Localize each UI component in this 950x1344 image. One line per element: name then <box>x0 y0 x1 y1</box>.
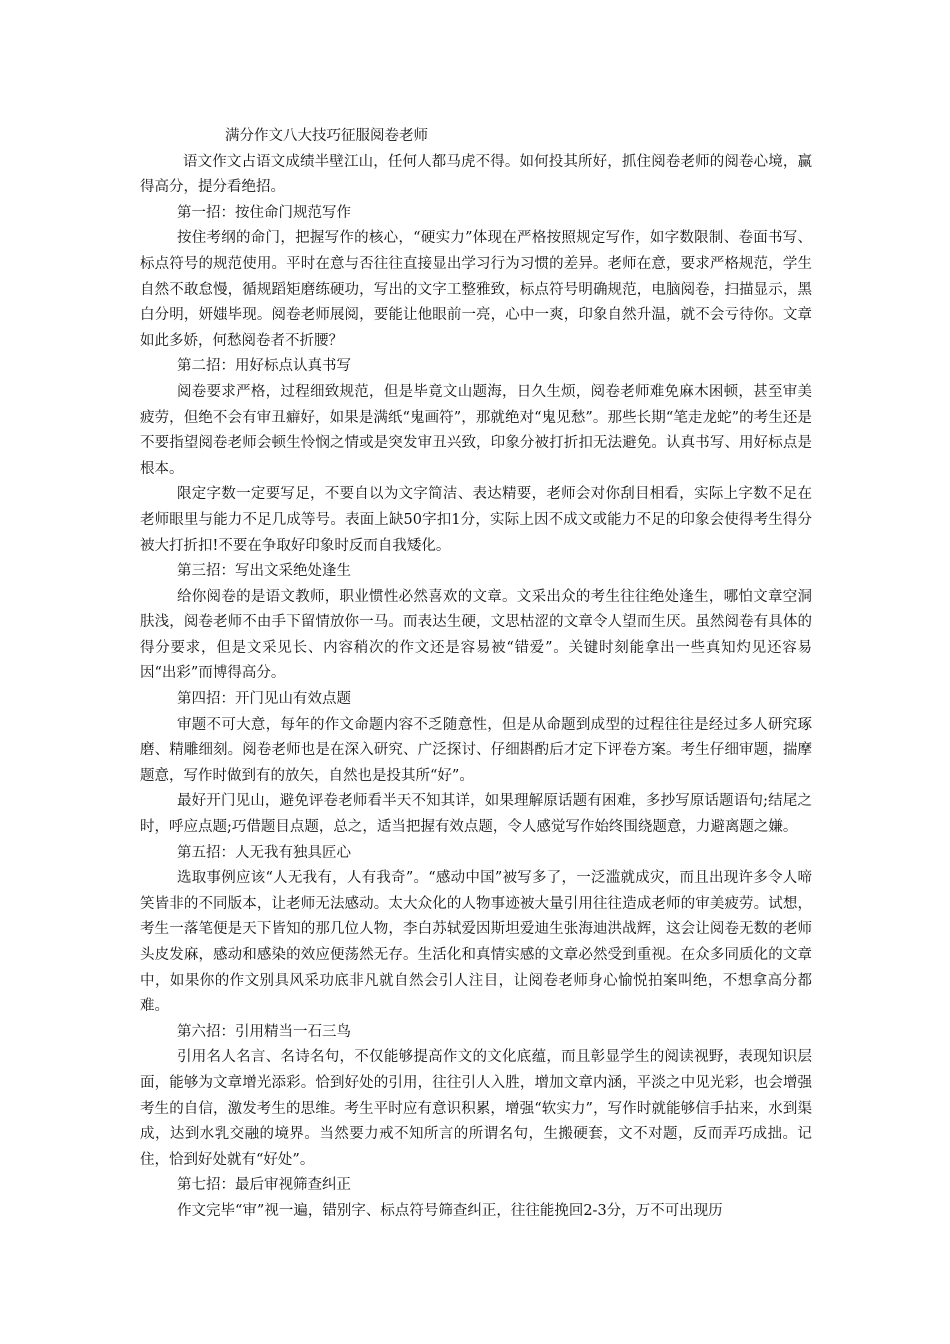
section-4-paragraph-2: 最好开门见山，避免评卷老师看半天不知其详，如果理解原话题有困难，多抄写原话题语句;结尾之时，呼应点题;巧借题目点题，总之，适当把握有效点题，令人感觉写作始终围绕题意，力避离题之嫌。 <box>140 793 812 836</box>
section-heading-6: 第六招：引用精当一石三鸟 <box>177 1023 351 1040</box>
section-1-paragraph-1: 按住考纲的命门，把握写作的核心，“硬实力”体现在严格按照规定写作，如字数限制、卷面书写、标点符号的规范使用。平时在意与否往往直接显出学习行为习惯的差异。老师在意，要求严格规范，学生自然不敢怠慢，循规蹈矩磨练硬功，写出的文字工整雅致，标点符号明确规范，电脑阅卷，扫描显示，黑白分明，妍媸毕现。阅卷老师展阅，要能让他眼前一亮，心中一爽，印象自然升温，就不会亏待你。文章如此多娇，何愁阅卷者不折腰？ <box>140 230 812 349</box>
section-2-paragraph-2: 限定字数一定要写足，不要自以为文字简洁、表达精要，老师会对你刮目相看，实际上字数不足在老师眼里与能力不足几成等号。表面上缺50字扣1分，实际上因不成文或能力不足的印象会使得考生得分被大打折扣!不要在争取好印象时反而自我矮化。 <box>140 486 812 554</box>
document-body <box>140 124 812 1225</box>
section-2-paragraph-1: 阅卷要求严格，过程细致规范，但是毕竟文山题海，日久生烦，阅卷老师难免麻木困顿，甚至审美疲劳，但绝不会有审丑癖好，如果是满纸“鬼画符”，那就绝对“鬼见愁”。那些长期“笔走龙蛇”的考生还是不要指望阅卷老师会顿生怜悯之情或是突发审丑兴致，印象分被打折扣无法避免。认真书写、用好标点是根本。 <box>140 383 812 477</box>
intro-paragraph: 语文作文占语文成绩半壁江山，任何人都马虎不得。如何投其所好，抓住阅卷老师的阅卷心境，赢得高分，提分看绝招。 <box>140 153 812 196</box>
section-7-paragraph-1: 作文完毕“审”视一遍，错别字、标点符号筛查纠正，往往能挽回2-3分，万不可出现历 <box>177 1202 723 1219</box>
section-heading-7: 第七招：最后审视筛查纠正 <box>177 1177 351 1194</box>
section-heading-3: 第三招：写出文采绝处逢生 <box>177 563 351 580</box>
section-6-paragraph-1: 引用名人名言、名诗名句，不仅能够提高作文的文化底蕴，而且彰显学生的阅读视野，表现知识层面，能够为文章增光添彩。恰到好处的引用，往往引人入胜，增加文章内涵，平淡之中见光彩，也会增强考生的自信，激发考生的思维。考生平时应有意识积累，增强“软实力”，写作时就能够信手拈来，水到渠成，达到水乳交融的境界。当然要力戒不知所言的所谓名句，生搬硬套，文不对题，反而弄巧成拙。记住，恰到好处就有“好处”。 <box>140 1049 812 1168</box>
section-heading-4: 第四招：开门见山有效点题 <box>177 691 351 708</box>
section-heading-2: 第二招：用好标点认真书写 <box>177 358 351 375</box>
document-title: 满分作文八大技巧征服阅卷老师 <box>225 128 428 144</box>
section-4-paragraph-1: 审题不可大意，每年的作文命题内容不乏随意性，但是从命题到成型的过程往往是经过多人研究琢磨、精雕细刻。阅卷老师也是在深入研究、广泛探讨、仔细斟酌后才定下评卷方案。考生仔细审题，揣摩题意，写作时做到有的放矢，自然也是投其所“好”。 <box>140 716 812 784</box>
section-heading-1: 第一招：按住命门规范写作 <box>177 204 351 221</box>
section-5-paragraph-1: 选取事例应该“人无我有，人有我奇”。“感动中国”被写多了，一泛滥就成灾，而且出现许多令人啼笑皆非的不同版本，让老师无法感动。太大众化的人物事迹被大量引用往往造成老师的审美疲劳。试想，考生一落笔便是天下皆知的那几位人物，李白苏轼爱因斯坦爱迪生张海迪洪战辉，这会让阅卷无数的老师头皮发麻，感动和感染的效应便荡然无存。生活化和真情实感的文章必然受到重视。在众多同质化的文章中，如果你的作文别具风采功底非凡就自然会引人注目，让阅卷老师身心愉悦拍案叫绝，不想拿高分都难。 <box>140 870 812 1015</box>
section-heading-5: 第五招：人无我有独具匠心 <box>177 844 351 861</box>
section-3-paragraph-1: 给你阅卷的是语文教师，职业惯性必然喜欢的文章。文采出众的考生往往绝处逢生，哪怕文章空洞肤浅，阅卷老师不由手下留情放你一马。而表达生硬，文思枯涩的文章令人望而生厌。虽然阅卷有具体的得分要求，但是文采见长、内容稍次的作文还是容易被“错爱”。关键时刻能拿出一些真知灼见还容易因“出彩”而博得高分。 <box>140 588 812 682</box>
